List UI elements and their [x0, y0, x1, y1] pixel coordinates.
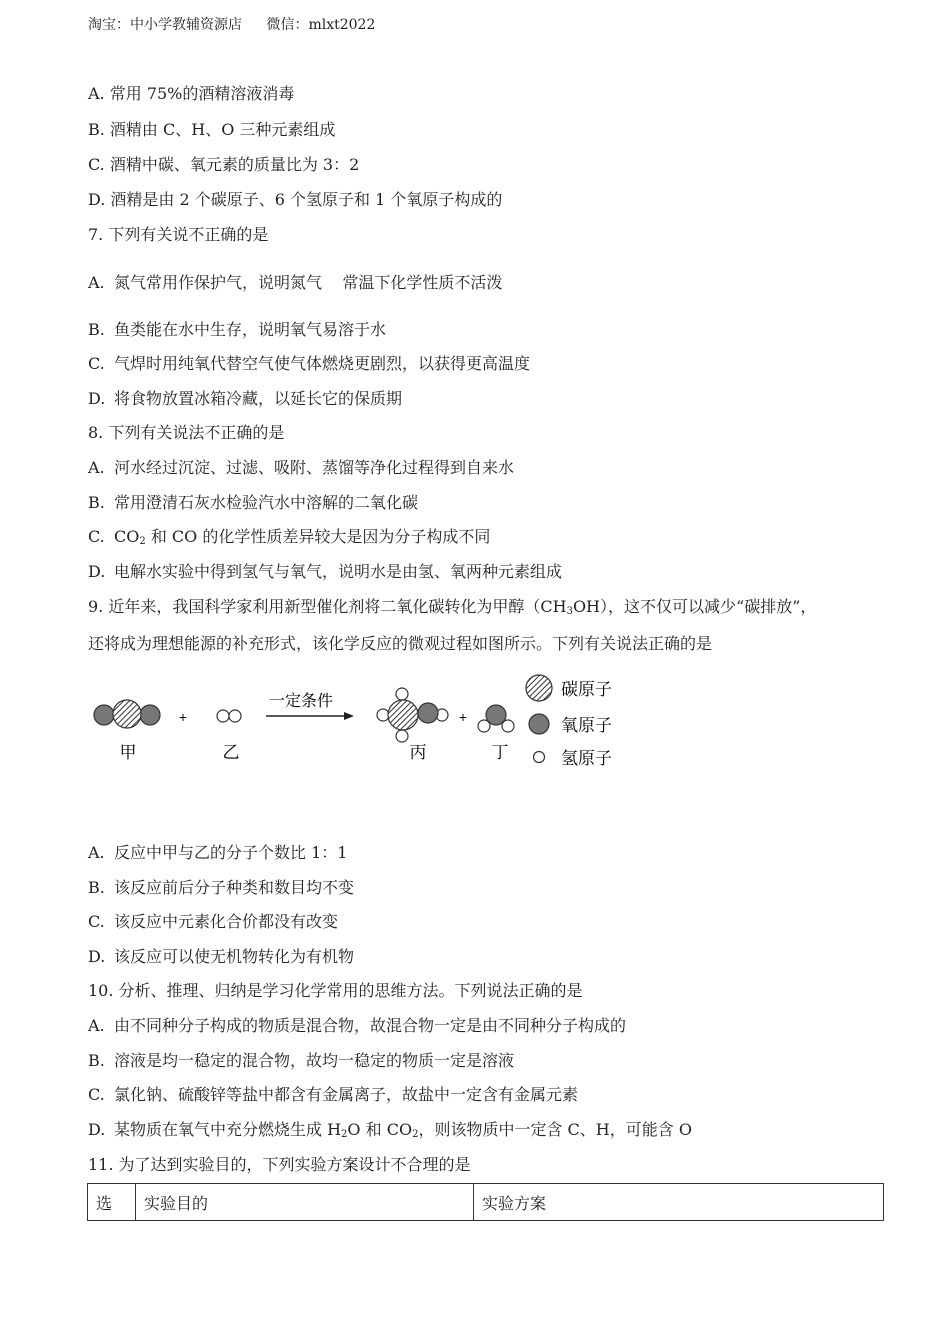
wechat-id: 微信：mlxt2022 [266, 17, 376, 33]
subscript: 2 [412, 1129, 419, 1140]
q10-option-b [88, 1048, 514, 1071]
subscript: 3 [566, 606, 573, 617]
option-label: A. [88, 1016, 105, 1035]
page-header [88, 14, 375, 34]
q9-option-c [88, 909, 338, 932]
label-yi: 乙 [222, 743, 240, 762]
option-text: 电解水实验中得到氢气与氧气，说明水是由氢、氧两种元素组成 [114, 562, 563, 581]
oxygen-atom [94, 705, 114, 725]
molecule-jia [94, 700, 160, 728]
option-label: C. [88, 354, 105, 373]
q8-option-c [88, 524, 490, 547]
oxygen-atom [140, 705, 160, 725]
option-label: B. [88, 320, 105, 339]
q7-stem: 7. 下列有关说不正确的是 [88, 225, 269, 244]
legend-hydrogen-label: 氢原子 [561, 749, 612, 768]
option-text: 氮气常用作保护气，说明氮气 常温下化学性质不活泼 [114, 273, 503, 292]
hydrogen-atom [229, 710, 241, 722]
legend-hydrogen-icon [534, 752, 545, 763]
option-label: C. [88, 912, 105, 931]
arrow-head-icon [344, 712, 354, 720]
reaction-svg [88, 668, 648, 780]
option-text: 溶液是均一稳定的混合物，故均一稳定的物质一定是溶液 [114, 1051, 515, 1070]
option-text: 气焊时用纯氧代替空气使气体燃烧更剧烈，以获得更高温度 [114, 354, 531, 373]
option-text: 鱼类能在水中生存，说明氧气易溶于水 [114, 320, 387, 339]
q11-stem: 11. 为了达到实验目的，下列实验方案设计不合理的是 [88, 1155, 471, 1174]
option-text: 常用澄清石灰水检验汽水中溶解的二氧化碳 [114, 493, 419, 512]
q9-option-d [88, 944, 354, 967]
q6-option-c: C. 酒精中碳、氧元素的质量比为 3：2 [88, 155, 360, 174]
legend-carbon-label: 碳原子 [561, 680, 612, 699]
legend [526, 675, 612, 768]
q10-stem: 10. 分析、推理、归纳是学习化学常用的思维方法。下列说法正确的是 [88, 981, 583, 1000]
q9-stem-line2: 还将成为理想能源的补充形式，该化学反应的微观过程如图所示。下列有关说法正确的是 [88, 634, 713, 653]
hydrogen-atom [396, 730, 408, 742]
option-text-mid: O 和 CO [347, 1120, 413, 1139]
legend-oxygen-label: 氧原子 [561, 716, 612, 735]
option-label: D. [88, 389, 106, 408]
experiment-table [87, 1183, 884, 1221]
option-text: 由不同种分子构成的物质是混合物，故混合物一定是由不同种分子构成的 [114, 1016, 627, 1035]
option-label: C. [88, 1085, 105, 1104]
q6-option-d: D. 酒精是由 2 个碳原子、6 个氢原子和 1 个氧原子构成的 [88, 190, 503, 209]
option-text: 该反应中元素化合价都没有改变 [114, 912, 339, 931]
carbon-atom [113, 700, 141, 728]
legend-oxygen-icon [529, 714, 549, 734]
option-label: D. [88, 1120, 106, 1139]
option-text-post: 和 CO 的化学性质差异较大是因为分子构成不同 [145, 527, 491, 546]
q8-option-a [88, 455, 514, 478]
carbon-atom [388, 700, 418, 730]
q8-option-b [88, 490, 418, 513]
q8-option-d [88, 559, 562, 582]
q7-option-a [88, 270, 502, 293]
option-text: 反应中甲与乙的分子个数比 1：1 [114, 843, 348, 862]
option-label: A. [88, 273, 105, 292]
q9-option-b [88, 875, 354, 898]
option-label: B. [88, 878, 105, 897]
option-label: C. [88, 527, 105, 546]
label-bing: 丙 [409, 743, 427, 762]
option-text-post: ，则该物质中一定含 C、H，可能含 O [418, 1120, 692, 1139]
legend-carbon-icon [526, 675, 552, 701]
shop-name: 淘宝：中小学教辅资源店 [88, 17, 242, 33]
molecule-ding [478, 705, 514, 732]
q9-stem-line1 [88, 594, 816, 617]
q10-option-c [88, 1082, 578, 1105]
hydrogen-atom [377, 709, 389, 721]
plus-sign: + [458, 709, 468, 725]
hydrogen-atom [396, 688, 408, 700]
option-text: 将食物放置冰箱冷藏，以延长它的保质期 [114, 389, 403, 408]
hydrogen-atom [217, 710, 229, 722]
option-text: 氯化钠、硫酸锌等盐中都含有金属离子，故盐中一定含有金属元素 [114, 1085, 579, 1104]
label-jia: 甲 [119, 743, 137, 762]
molecule-yi [217, 710, 241, 722]
hydrogen-atom [502, 720, 514, 732]
stem-text: 9. 近年来，我国科学家利用新型催化剂将二氧化碳转化为甲醇（CH [88, 597, 567, 616]
molecule-bing [377, 688, 448, 742]
q10-option-a [88, 1013, 626, 1036]
option-text: 该反应前后分子种类和数目均不变 [114, 878, 355, 897]
option-label: B. [88, 1051, 105, 1070]
q7-option-c [88, 351, 530, 374]
q8-stem: 8. 下列有关说法不正确的是 [88, 423, 285, 442]
option-label: B. [88, 493, 105, 512]
q10-option-d [88, 1117, 692, 1140]
option-label: D. [88, 562, 106, 581]
q7-option-b [88, 317, 386, 340]
label-ding: 丁 [491, 743, 509, 762]
oxygen-atom [418, 703, 438, 723]
option-text-pre: 某物质在氧气中充分燃烧生成 H [114, 1120, 342, 1139]
table-header-row [88, 1184, 884, 1221]
q9-option-a [88, 840, 347, 863]
stem-text: OH），这不仅可以减少“碳排放”， [572, 597, 817, 616]
option-text-pre: CO [114, 527, 140, 546]
option-text: 河水经过沉淀、过滤、吸附、蒸馏等净化过程得到自来水 [114, 458, 515, 477]
reaction-condition: 一定条件 [268, 693, 334, 710]
option-label: D. [88, 947, 106, 966]
subscript: 2 [139, 536, 146, 547]
reaction-diagram [88, 668, 648, 780]
subscript: 2 [341, 1129, 348, 1140]
table-header-option: 选 [88, 1184, 136, 1221]
q6-option-b: B. 酒精由 C、H、O 三种元素组成 [88, 120, 336, 139]
q6-option-a: A. 常用 75%的酒精溶液消毒 [88, 84, 295, 103]
option-text: 该反应可以使无机物转化为有机物 [114, 947, 355, 966]
plus-sign: + [178, 709, 188, 725]
option-label: A. [88, 843, 105, 862]
q7-option-d [88, 386, 402, 409]
hydrogen-atom [478, 720, 490, 732]
table-header-plan: 实验方案 [474, 1184, 884, 1221]
option-label: A. [88, 458, 105, 477]
table-header-purpose: 实验目的 [136, 1184, 474, 1221]
